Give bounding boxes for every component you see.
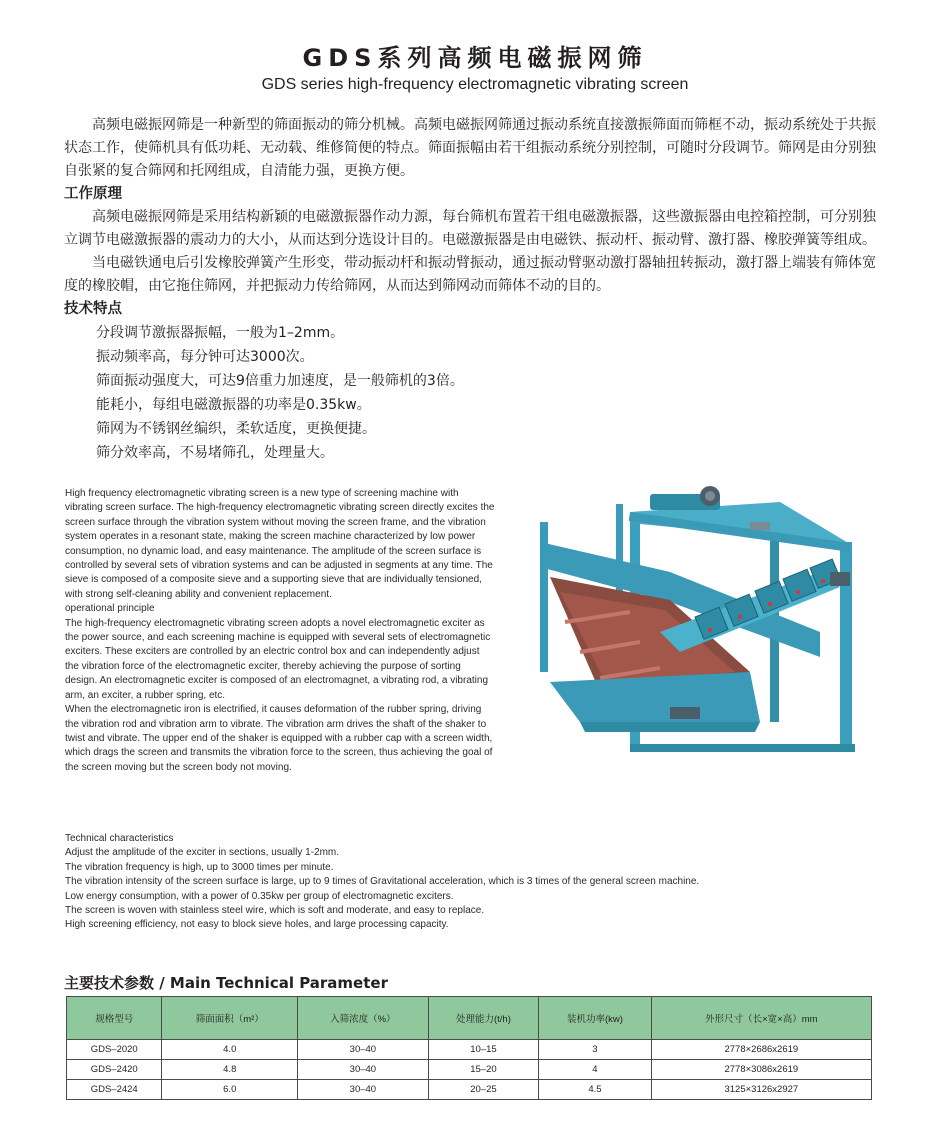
table-row [67, 1060, 872, 1080]
english-feature-item: The screen is woven with stainless steel wire, which is soft and moderate, and easy to replace. [65, 905, 485, 917]
table-cell: 2778×2686x2619 [651, 1040, 871, 1060]
column-header: 筛面面积（m²） [162, 997, 298, 1040]
table-cell: 30–40 [298, 1080, 429, 1100]
column-header: 规格型号 [67, 997, 162, 1040]
table-cell: 20–25 [428, 1080, 538, 1100]
column-header: 外形尺寸（长×宽×高）mm [651, 997, 871, 1040]
english-features-heading: Technical characteristics [65, 833, 174, 844]
feature-item: 筛网为不锈钢丝编织，柔软适度，更换便捷。 [96, 421, 376, 437]
principle-heading: 工作原理 [64, 186, 122, 202]
english-description [65, 487, 495, 775]
vibrating-screen-machine-image [520, 482, 870, 778]
feature-item: 筛面振动强度大，可达9倍重力加速度，是一般筛机的3倍。 [96, 373, 464, 389]
feature-item: 筛分效率高，不易堵筛孔，处理量大。 [96, 445, 334, 461]
principle-paragraph-1: 高频电磁振网筛是采用结构新颖的电磁激振器作动力源，每台筛机布置若干组电磁激振器，这些激振器由电控箱控制，可分别独立调节电磁激振器的震动力的大小，从而达到分选设计目的。电磁激振器是由电磁铁、振动杆、振动臂、激打器、橡胶弹簧等组成。 [64, 209, 876, 248]
table-cell: 4.5 [539, 1080, 652, 1100]
english-principle-p2: When the electromagnetic iron is electrified, it causes deformation of the rubber spring, driving the vibration rod and vibration arm to vibrate. The vibration arm drives the shaft of the shaker to twist and vibrate. The upper end of the shaker is equipped with a rubber cap with a screen width, which drags the screen and transmits the vibration force to the screen, thus achieving the goal of the screen moving but the screen body not moving. [65, 704, 493, 773]
specs-title: 主要技术参数 / Main Technical Parameter [64, 974, 388, 992]
table-cell: GDS–2424 [67, 1080, 162, 1100]
english-features [65, 832, 825, 933]
english-feature-item: Low energy consumption, with a power of 0.35kw per group of electromagnetic exciters. [65, 890, 454, 902]
column-header: 入筛浓度（%） [298, 997, 429, 1040]
specs-table [66, 996, 872, 1100]
feature-item: 分段调节激振器振幅，一般为1–2mm。 [96, 325, 345, 341]
english-principle-p1: The high-frequency electromagnetic vibrating screen adopts a novel electromagnetic exciter as the power source, and each screening machine is equipped with several sets of electromagnetic exciters. These exciters are controlled by an electric control box and can independently adjust the vibration force of the electromagnetic exciter, thereby achieving the purpose of sorting design. An electromagnetic exciter is composed of an electromagnet, a vibrating rod, a vibrating arm, an exciter, a rubber spring, etc. [65, 617, 491, 701]
column-header: 处理能力(t/h) [428, 997, 538, 1040]
table-cell: 3125×3126x2927 [651, 1080, 871, 1100]
chinese-description [64, 114, 884, 465]
feature-item: 振动频率高，每分钟可达3000次。 [96, 349, 314, 365]
principle-paragraph-2: 当电磁铁通电后引发橡胶弹簧产生形变，带动振动杆和振动臂振动，通过振动臂驱动激打器轴扭转振动，激打器上端装有筛体宽度的橡胶帽，由它拖住筛网，并把振动力传给筛网，从而达到筛网动而筛体不动的目的。 [64, 255, 876, 294]
english-principle-heading: operational principle [65, 603, 155, 615]
english-intro: High frequency electromagnetic vibrating screen is a new type of screening machine with vibrating screen surface. The high-frequency electromagnetic vibrating screen directly excites the screen surface through the vibration system without moving the screen frame, and the vibration system operates in a resonant state, making the screen machine characterized by low power consumption, no dynamic load, and easy maintenance. The amplitude of the screen surface is controlled by several sets of vibration systems and can be adjusted in segments at any time. The sieve is composed of a composite sieve and a supporting sieve that are individually tensioned, with strong self-cleaning ability and convenient replacement. [65, 488, 495, 600]
table-cell: 2778×3086x2619 [651, 1060, 871, 1080]
english-feature-item: High screening efficiency, not easy to block sieve holes, and large processing capacity. [65, 919, 449, 931]
features-heading: 技术特点 [64, 301, 122, 317]
table-cell: 4.8 [162, 1060, 298, 1080]
table-cell: GDS–2420 [67, 1060, 162, 1080]
table-cell: 4 [539, 1060, 652, 1080]
table-header-row [67, 997, 872, 1040]
table-cell: 10–15 [428, 1040, 538, 1060]
feature-item: 能耗小，每组电磁激振器的功率是0.35kw。 [96, 397, 371, 413]
table-cell: GDS–2020 [67, 1040, 162, 1060]
table-cell: 30–40 [298, 1060, 429, 1080]
english-feature-item: Adjust the amplitude of the exciter in sections, usually 1-2mm. [65, 847, 340, 859]
table-cell: 15–20 [428, 1060, 538, 1080]
page-title: GDS系列高频电磁振网筛 [302, 44, 648, 72]
table-cell: 3 [539, 1040, 652, 1060]
column-header: 装机功率(kw) [539, 997, 652, 1040]
table-cell: 4.0 [162, 1040, 298, 1060]
page-subtitle: GDS series high-frequency electromagnetic vibrating screen [261, 76, 689, 93]
table-cell: 30–40 [298, 1040, 429, 1060]
english-feature-item: The vibration frequency is high, up to 3000 times per minute. [65, 861, 334, 873]
table-row [67, 1040, 872, 1060]
table-cell: 6.0 [162, 1080, 298, 1100]
features-list [64, 321, 884, 465]
intro-paragraph: 高频电磁振网筛是一种新型的筛面振动的筛分机械。高频电磁振网筛通过振动系统直接激振筛面而筛框不动，振动系统处于共振状态工作，使筛机具有低功耗、无动载、维修简便的特点。筛面振幅由若干组振动系统分别控制，可随时分段调节。筛网是由分别独自张紧的复合筛网和托网组成，自清能力强，更换方便。 [64, 117, 876, 179]
english-feature-item: The vibration intensity of the screen surface is large, up to 9 times of Gravitational acceleration, which is 3 times of the general screen machine. [65, 876, 700, 888]
table-row [67, 1080, 872, 1100]
